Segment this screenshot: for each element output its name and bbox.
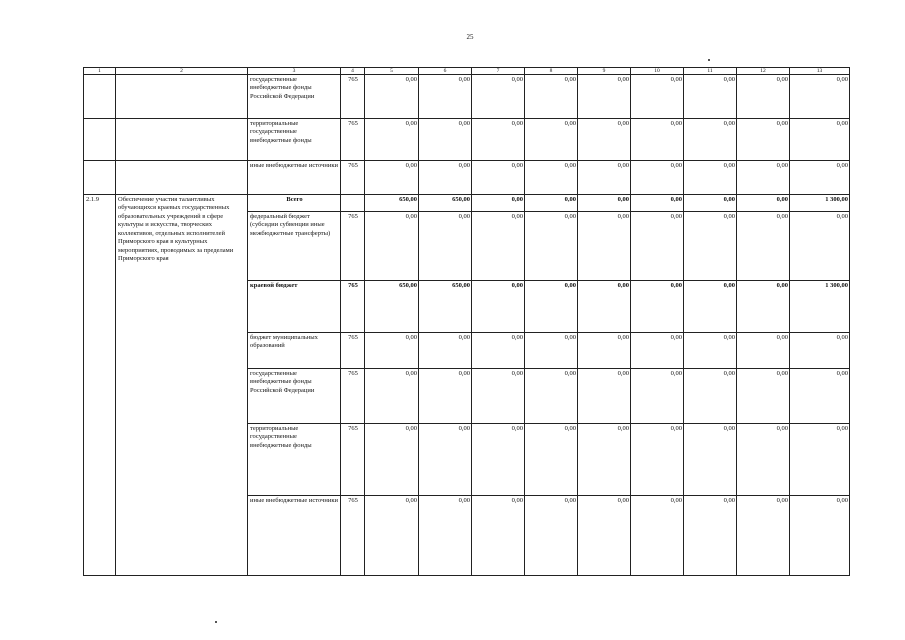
value-cell: 0,00 — [631, 496, 684, 576]
scan-speck — [215, 621, 217, 623]
value-cell: 0,00 — [365, 212, 419, 281]
value-cell: 0,00 — [365, 496, 419, 576]
column-number-row — [84, 68, 850, 75]
value-cell: 0,00 — [365, 119, 419, 161]
value-cell: 0,00 — [525, 424, 578, 496]
value-cell: 0,00 — [365, 75, 419, 119]
value-cell: 0,00 — [684, 333, 737, 369]
value-cell: 0,00 — [790, 161, 850, 195]
value-cell: 0,00 — [684, 75, 737, 119]
budget-code: 765 — [341, 281, 365, 333]
value-cell: 0,00 — [737, 496, 790, 576]
value-cell: 0,00 — [472, 281, 525, 333]
value-cell: 1 300,00 — [790, 195, 850, 212]
value-cell: 0,00 — [737, 281, 790, 333]
value-cell: 0,00 — [790, 75, 850, 119]
value-cell: 0,00 — [525, 75, 578, 119]
column-number: 4 — [341, 68, 365, 75]
value-cell: 0,00 — [578, 333, 631, 369]
value-cell: 0,00 — [525, 195, 578, 212]
value-cell: 0,00 — [472, 161, 525, 195]
budget-code: 765 — [341, 75, 365, 119]
column-number: 12 — [737, 68, 790, 75]
value-cell: 0,00 — [525, 281, 578, 333]
value-cell: 0,00 — [631, 161, 684, 195]
empty-title-cell — [116, 161, 248, 195]
value-cell: 0,00 — [631, 119, 684, 161]
empty-title-cell — [116, 75, 248, 119]
table-row — [84, 119, 850, 161]
value-cell: 0,00 — [790, 369, 850, 424]
value-cell: 0,00 — [737, 161, 790, 195]
value-cell: 0,00 — [631, 369, 684, 424]
value-cell: 0,00 — [737, 369, 790, 424]
value-cell: 0,00 — [472, 333, 525, 369]
item-title: Обеспечение участия талантливых обучающихся краевых государственных образовательных учреждений в сфере культуры и искусства, творческих коллективов, отдельных исполнителей Приморского края в культурных мероприятиях, проводимых за пределами Приморского края — [116, 195, 248, 576]
funding-source: иные внебюджетные источники — [248, 496, 341, 576]
empty-index-cell — [84, 161, 116, 195]
value-cell: 0,00 — [578, 281, 631, 333]
value-cell: 0,00 — [365, 369, 419, 424]
column-number: 5 — [365, 68, 419, 75]
value-cell: 0,00 — [631, 281, 684, 333]
value-cell: 0,00 — [472, 369, 525, 424]
item-index: 2.1.9 — [84, 195, 116, 576]
table-row — [84, 195, 850, 212]
value-cell: 0,00 — [631, 195, 684, 212]
value-cell: 0,00 — [365, 424, 419, 496]
page-number: 25 — [466, 33, 474, 41]
value-cell: 0,00 — [684, 161, 737, 195]
budget-code: 765 — [341, 119, 365, 161]
funding-source: государственные внебюджетные фонды Российской Федерации — [248, 75, 341, 119]
budget-table — [83, 67, 850, 576]
value-cell: 0,00 — [365, 161, 419, 195]
value-cell: 0,00 — [631, 333, 684, 369]
value-cell: 0,00 — [737, 424, 790, 496]
funding-source: иные внебюджетные источники — [248, 161, 341, 195]
value-cell: 650,00 — [365, 281, 419, 333]
value-cell: 0,00 — [419, 161, 472, 195]
funding-source: государственные внебюджетные фонды Российской Федерации — [248, 369, 341, 424]
budget-code — [341, 195, 365, 212]
column-number: 8 — [525, 68, 578, 75]
value-cell: 0,00 — [578, 496, 631, 576]
value-cell: 0,00 — [578, 119, 631, 161]
value-cell: 650,00 — [419, 281, 472, 333]
column-number: 2 — [116, 68, 248, 75]
value-cell: 0,00 — [684, 496, 737, 576]
column-number: 9 — [578, 68, 631, 75]
value-cell: 0,00 — [631, 424, 684, 496]
value-cell: 0,00 — [684, 369, 737, 424]
value-cell: 0,00 — [578, 369, 631, 424]
empty-index-cell — [84, 119, 116, 161]
value-cell: 0,00 — [525, 212, 578, 281]
value-cell: 0,00 — [684, 281, 737, 333]
funding-source: Всего — [248, 195, 341, 212]
budget-code: 765 — [341, 369, 365, 424]
value-cell: 650,00 — [419, 195, 472, 212]
value-cell: 0,00 — [525, 119, 578, 161]
table-row — [84, 161, 850, 195]
value-cell: 0,00 — [419, 496, 472, 576]
value-cell: 0,00 — [578, 424, 631, 496]
value-cell: 0,00 — [419, 369, 472, 424]
value-cell: 0,00 — [525, 369, 578, 424]
budget-code: 765 — [341, 333, 365, 369]
value-cell: 0,00 — [525, 333, 578, 369]
value-cell: 0,00 — [578, 75, 631, 119]
budget-code: 765 — [341, 496, 365, 576]
value-cell: 0,00 — [737, 119, 790, 161]
value-cell: 0,00 — [790, 119, 850, 161]
budget-code: 765 — [341, 161, 365, 195]
value-cell: 0,00 — [790, 496, 850, 576]
value-cell: 0,00 — [525, 161, 578, 195]
value-cell: 0,00 — [790, 212, 850, 281]
column-number: 1 — [84, 68, 116, 75]
value-cell: 0,00 — [684, 212, 737, 281]
value-cell: 0,00 — [365, 333, 419, 369]
value-cell: 0,00 — [472, 212, 525, 281]
column-number: 6 — [419, 68, 472, 75]
value-cell: 0,00 — [631, 212, 684, 281]
column-number: 13 — [790, 68, 850, 75]
value-cell: 0,00 — [472, 195, 525, 212]
value-cell: 0,00 — [737, 75, 790, 119]
value-cell: 0,00 — [472, 424, 525, 496]
value-cell: 0,00 — [790, 333, 850, 369]
scan-speck — [708, 59, 710, 61]
value-cell: 1 300,00 — [790, 281, 850, 333]
funding-source: бюджет муниципальных образований — [248, 333, 341, 369]
value-cell: 0,00 — [525, 496, 578, 576]
value-cell: 0,00 — [578, 195, 631, 212]
value-cell: 0,00 — [419, 424, 472, 496]
value-cell: 0,00 — [578, 212, 631, 281]
value-cell: 0,00 — [472, 496, 525, 576]
value-cell: 650,00 — [365, 195, 419, 212]
funding-source: территориальные государственные внебюджетные фонды — [248, 424, 341, 496]
budget-code: 765 — [341, 212, 365, 281]
value-cell: 0,00 — [684, 119, 737, 161]
column-number: 10 — [631, 68, 684, 75]
value-cell: 0,00 — [684, 195, 737, 212]
value-cell: 0,00 — [790, 424, 850, 496]
funding-source: федеральный бюджет (субсидии субвенции иные межбюджетные трансферты) — [248, 212, 341, 281]
value-cell: 0,00 — [737, 212, 790, 281]
column-number: 7 — [472, 68, 525, 75]
empty-index-cell — [84, 75, 116, 119]
value-cell: 0,00 — [578, 161, 631, 195]
value-cell: 0,00 — [419, 212, 472, 281]
empty-title-cell — [116, 119, 248, 161]
funding-source: краевой бюджет — [248, 281, 341, 333]
column-number: 3 — [248, 68, 341, 75]
value-cell: 0,00 — [419, 333, 472, 369]
value-cell: 0,00 — [419, 75, 472, 119]
column-number: 11 — [684, 68, 737, 75]
table-row — [84, 75, 850, 119]
value-cell: 0,00 — [631, 75, 684, 119]
value-cell: 0,00 — [472, 75, 525, 119]
value-cell: 0,00 — [684, 424, 737, 496]
funding-source: территориальные государственные внебюджетные фонды — [248, 119, 341, 161]
value-cell: 0,00 — [737, 195, 790, 212]
value-cell: 0,00 — [737, 333, 790, 369]
budget-code: 765 — [341, 424, 365, 496]
value-cell: 0,00 — [419, 119, 472, 161]
value-cell: 0,00 — [472, 119, 525, 161]
